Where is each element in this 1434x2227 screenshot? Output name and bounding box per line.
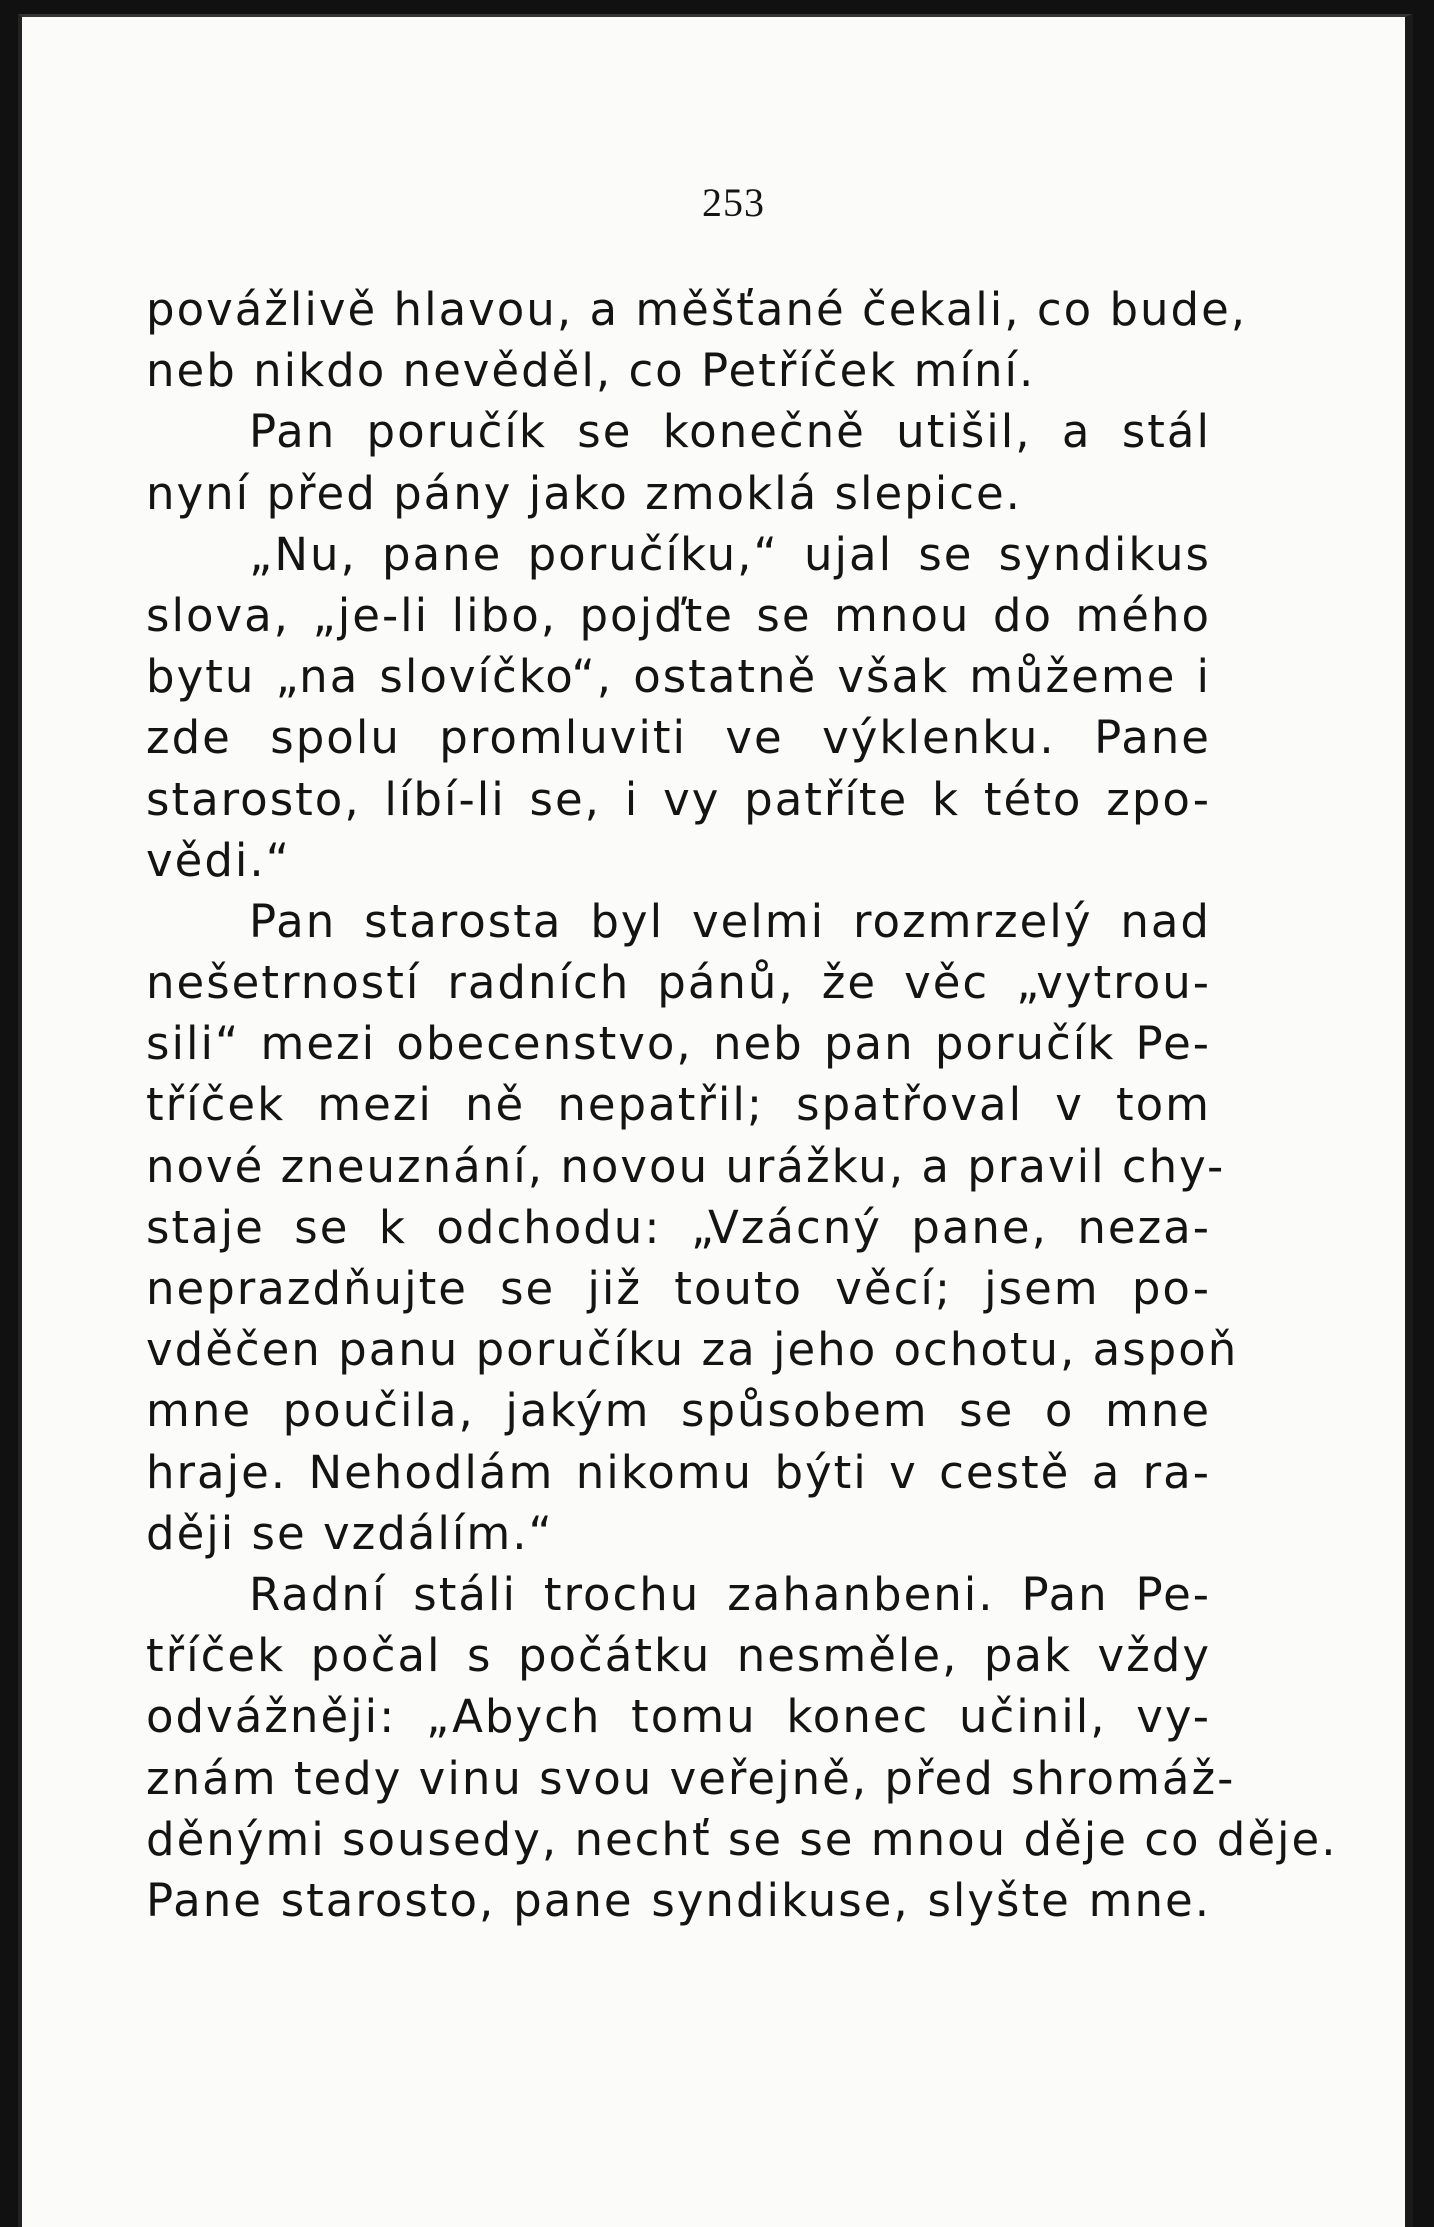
text-line: povážlivě hlavou, a měšťané čekali, co bude, [146,283,1248,336]
book-page [18,14,1413,2227]
text-line: ději se vzdálím.“ [146,1506,554,1560]
text-line: neb nikdo nevěděl, co Petříček míní. [146,344,1036,398]
text-line: Pan starosta byl velmi rozmrzelý nad [249,894,1211,948]
text-line: nešetrností radních pánů, že věc „vytrou- [146,956,1211,1010]
text-line: Radní stáli trochu zahanbeni. Pan Pe- [249,1567,1211,1621]
text-line: Pane starosto, pane syndikuse, slyšte mne. [146,1873,1211,1927]
text-line: Pan poručík se konečně utišil, a stál [249,405,1211,459]
text-line: mne poučila, jakým spůsobem se o mne [146,1384,1211,1438]
text-line: vděčen panu poručíku za jeho ochotu, aspoň [146,1323,1239,1377]
page-number: 253 [702,180,765,225]
text-line: nyní před pány jako zmoklá slepice. [146,466,1022,520]
text-line: vědi.“ [146,833,292,887]
text-line: sili“ mezi obecenstvo, neb pan poručík Pe- [146,1017,1211,1071]
text-line: hraje. Nehodlám nikomu býti v cestě a ra- [146,1445,1211,1499]
text-line: staje se k odchodu: „Vzácný pane, neza- [146,1200,1211,1254]
text-line: nové zneuznání, novou urážku, a pravil chy- [146,1139,1226,1193]
text-line: starosto, líbí-li se, i vy patříte k této zpo- [146,772,1211,826]
text-line: tříček počal s počátku nesměle, pak vždy [146,1629,1211,1683]
text-line: odvážněji: „Abych tomu konec učinil, vy- [146,1690,1211,1744]
text-line: „Nu, pane poručíku,“ ujal se syndikus [249,527,1211,581]
text-line: děnými sousedy, nechť se se mnou děje co děje. [146,1812,1338,1866]
text-line: slova, „je-li libo, pojďte se mnou do mého [146,588,1211,642]
text-line: tříček mezi ně nepatřil; spatřoval v tom [146,1078,1211,1132]
text-line: neprazdňujte se již touto věcí; jsem po- [146,1262,1211,1315]
text-line: zde spolu promluviti ve výklenku. Pane [146,711,1211,765]
body-text [146,279,1338,1931]
text-line: znám tedy vinu svou veřejně, před shromáž- [146,1751,1236,1805]
text-line: bytu „na slovíčko“, ostatně však můžeme i [146,650,1211,704]
